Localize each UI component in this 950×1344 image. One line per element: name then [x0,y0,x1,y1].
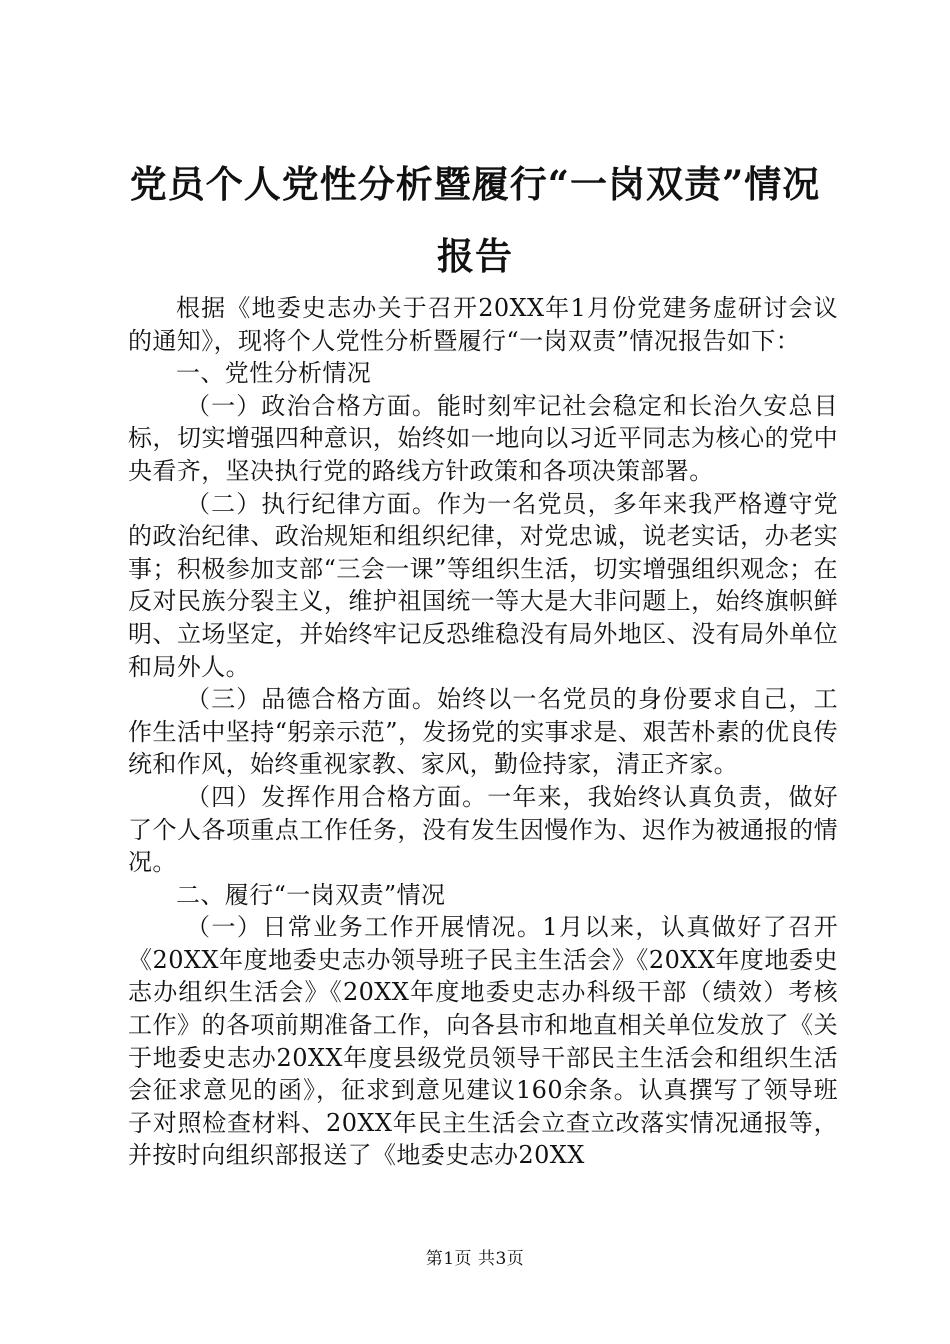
paragraph: （三）品德合格方面。始终以一名党员的身份要求自己，工作生活中坚持“躬亲示范”，发扬党的实事求是、艰苦朴素的优良传统和作风，始终重视家教、家风，勤俭持家，清正齐家。 [128,685,838,779]
document-body [128,292,838,1172]
paragraph: （四）发挥作用合格方面。一年来，我始终认真负责，做好了个人各项重点工作任务，没有发生因慢作为、迟作为被通报的情况。 [128,782,838,877]
section-heading: 一、党性分析情况 [176,359,372,388]
section-heading: 二、履行“一岗双责”情况 [176,880,446,909]
paragraph: 根据《地委史志办关于召开20XX年1月份党建务虚研讨会议的通知》，现将个人党性分析暨履行“一岗双责”情况报告如下： [128,294,838,355]
paragraph: （二）执行纪律方面。作为一名党员，多年来我严格遵守党的政治纪律、政治规矩和组织纪律，对党忠诚，说老实话，办老实事；积极参加支部“三会一课”等组织生活，切实增强组织观念；在反对民族分裂主义，维护祖国统一等大是大非问题上，始终旗帜鲜明、立场坚定，并始终牢记反恐维稳没有局外地区、没有局外单位和局外人。 [128,489,838,681]
paragraph: （一）日常业务工作开展情况。1月以来，认真做好了召开《20XX年度地委史志办领导班子民主生活会》《20XX年度地委史志办组织生活会》《20XX年度地委史志办科级干部（绩效）考核工作》的各项前期准备工作，向各县市和地直相关单位发放了《关于地委史志办20XX年度县级党员领导干部民主生活会和组织生活会征求意见的函》，征求到意见建议160余条。认真撰写了领导班子对照检查材料、20XX年民主生活会立查立改落实情况通报等，并按时向组织部报送了《地委史志办20XX [128,913,838,1170]
page-footer: 第1页 共3页 [425,1249,525,1269]
paragraph: （一）政治合格方面。能时刻牢记社会稳定和长治久安总目标，切实增强四种意识，始终如一地向以习近平同志为核心的党中央看齐，坚决执行党的路线方针政策和各项决策部署。 [128,391,838,485]
document-title: 党员个人党性分析暨履行“一岗双责”情况报告 [129,162,821,278]
